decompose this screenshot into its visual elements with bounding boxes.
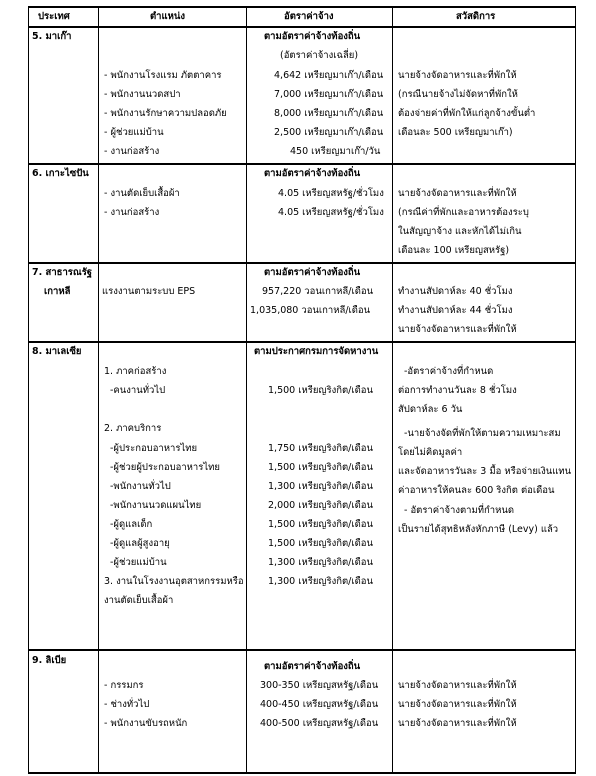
- wage-item: 8,000 เหรียญมาเก๊า/เดือน: [274, 108, 384, 119]
- welfare-line: ทำงานสัปดาห์ละ 44 ชั่วโมง: [398, 305, 513, 316]
- wage-title: ตามอัตราค่าจ้างท้องถิ่น: [264, 661, 361, 672]
- wage-item: 400-450 เหรียญสหรัฐ/เดือน: [260, 699, 379, 710]
- position-item: 1. ภาคก่อสร้าง: [104, 366, 167, 377]
- welfare-line: และจัดอาหารวันละ 3 มื้อ หรือจ่ายเงินแทน: [398, 466, 572, 477]
- welfare-line: (กรณีนายจ้างไม่จัดหาที่พักให้: [398, 89, 518, 100]
- header-position: ตำแหน่ง: [150, 11, 186, 22]
- welfare-line: (กรณีค่าที่พักและอาหารต้องระบุ: [398, 207, 529, 218]
- wage-item: 1,500 เหรียญริงกิต/เดือน: [268, 538, 373, 549]
- welfare-line: ค่าอาหารให้คนละ 600 ริงกิต ต่อเดือน: [398, 485, 555, 496]
- row-divider-9: [28, 649, 576, 651]
- wage-subtitle: (อัตราค่าจ้างเฉลี่ย): [280, 50, 359, 61]
- country-korea-line2: เกาหลี: [44, 286, 71, 297]
- position-item: - พนักงานโรงแรม ภัตตาคาร: [104, 70, 222, 81]
- wage-item: 2,500 เหรียญมาเก๊า/เดือน: [274, 127, 384, 138]
- position-item: - งานก่อสร้าง: [104, 207, 160, 218]
- position-item: - งานก่อสร้าง: [104, 146, 160, 157]
- welfare-line: ต่อการทำงานวันละ 8 ชั่วโมง: [398, 385, 517, 396]
- position-item: 3. งานในโรงงานอุตสาหกรรมหรือ: [104, 576, 244, 587]
- welfare-line: เดือนละ 500 เหรียญมาเก๊า): [398, 127, 513, 138]
- wage-item: 1,500 เหรียญริงกิต/เดือน: [268, 519, 373, 530]
- wage-item: 400-500 เหรียญสหรัฐ/เดือน: [260, 718, 379, 729]
- position-item: -ผู้ช่วยแม่บ้าน: [110, 557, 167, 568]
- position-item: 2. ภาคบริการ: [104, 423, 162, 434]
- header-welfare: สวัสดิการ: [456, 11, 496, 22]
- wage-item: 1,300 เหรียญริงกิต/เดือน: [268, 557, 373, 568]
- welfare-line: ทำงานสัปดาห์ละ 40 ชั่วโมง: [398, 286, 513, 297]
- position-item: -พนักงานนวดแผนไทย: [110, 500, 202, 511]
- wage-item: 450 เหรียญมาเก๊า/วัน: [290, 146, 381, 157]
- wage-item: 7,000 เหรียญมาเก๊า/เดือน: [274, 89, 384, 100]
- position-item: แรงงานตามระบบ EPS: [102, 286, 196, 297]
- position-item: - พนักงานขับรถหนัก: [104, 718, 188, 729]
- welfare-line: นายจ้างจัดอาหารและที่พักให้: [398, 70, 517, 81]
- wage-item: 4.05 เหรียญสหรัฐ/ชั่วโมง: [278, 207, 384, 218]
- welfare-line: นายจ้างจัดอาหารและที่พักให้: [398, 718, 517, 729]
- welfare-line: โดยไม่คิดมูลค่า: [398, 447, 463, 458]
- country-korea: 7. สาธารณรัฐ: [32, 267, 93, 278]
- welfare-line: -อัตราค่าจ้างที่กำหนด: [404, 366, 494, 377]
- country-macau: 5. มาเก๊า: [32, 31, 72, 42]
- wage-item: 1,300 เหรียญริงกิต/เดือน: [268, 576, 373, 587]
- wage-item: 300-350 เหรียญสหรัฐ/เดือน: [260, 680, 379, 691]
- welfare-line: นายจ้างจัดอาหารและที่พักให้: [398, 188, 517, 199]
- header-country: ประเทศ: [38, 11, 70, 22]
- wage-item: 1,300 เหรียญริงกิต/เดือน: [268, 481, 373, 492]
- country-saipan: 6. เกาะไซปัน: [32, 168, 89, 179]
- position-item: - ผู้ช่วยแม่บ้าน: [104, 127, 164, 138]
- wage-item: 4.05 เหรียญสหรัฐ/ชั่วโมง: [278, 188, 384, 199]
- position-item: - พนักงานนวดสปา: [104, 89, 181, 100]
- wage-title: ตามอัตราค่าจ้างท้องถิ่น: [264, 31, 361, 42]
- row-divider-6: [28, 163, 576, 165]
- wage-title: ตามอัตราค่าจ้างท้องถิ่น: [264, 267, 361, 278]
- welfare-line: นายจ้างจัดอาหารและที่พักให้: [398, 699, 517, 710]
- welfare-line: นายจ้างจัดอาหารและที่พักให้: [398, 324, 517, 335]
- welfare-line: สัปดาห์ละ 6 วัน: [398, 404, 463, 415]
- wage-item: 957,220 วอนเกาหลี/เดือน: [262, 286, 374, 297]
- col-border-left: [28, 6, 29, 773]
- wage-title: ตามประกาศกรมการจัดหางาน: [254, 346, 379, 357]
- position-item: งานตัดเย็บเสื้อผ้า: [104, 595, 174, 606]
- wage-item: 1,500 เหรียญริงกิต/เดือน: [268, 462, 373, 473]
- position-item: -พนักงานทั่วไป: [110, 481, 171, 492]
- welfare-line: เป็นรายได้สุทธิหลังหักภาษี (Levy) แล้ว: [398, 524, 559, 535]
- position-item: -ผู้ดูแลผู้สูงอายุ: [110, 538, 170, 549]
- position-item: -ผู้ช่วยผู้ประกอบอาหารไทย: [110, 462, 220, 473]
- position-item: - กรรมกร: [104, 680, 144, 691]
- wage-item: 1,035,080 วอนเกาหลี/เดือน: [250, 305, 371, 316]
- welfare-line: -นายจ้างจัดที่พักให้ตามความเหมาะสม: [404, 428, 561, 439]
- welfare-line: นายจ้างจัดอาหารและที่พักให้: [398, 680, 517, 691]
- row-divider-8: [28, 341, 576, 343]
- wage-item: 4,642 เหรียญมาเก๊า/เดือน: [274, 70, 384, 81]
- position-item: - งานตัดเย็บเสื้อผ้า: [104, 188, 180, 199]
- header-wage: อัตราค่าจ้าง: [284, 11, 334, 22]
- col-divider-2: [246, 6, 247, 773]
- position-item: - ช่างทั่วไป: [104, 699, 150, 710]
- welfare-line: เดือนละ 100 เหรียญสหรัฐ): [398, 245, 510, 256]
- row-divider-7: [28, 262, 576, 264]
- position-item: -ผู้ประกอบอาหารไทย: [110, 443, 198, 454]
- welfare-line: - อัตราค่าจ้างตามที่กำหนด: [404, 505, 515, 516]
- welfare-line: ในสัญญาจ้าง และหักได้ไม่เกิน: [398, 226, 522, 237]
- col-border-right: [575, 6, 576, 773]
- table-border-top: [28, 6, 576, 8]
- welfare-line: ต้องจ่ายค่าที่พักให้แก่ลูกจ้างขั้นต่ำ: [398, 108, 536, 119]
- position-item: -ผู้ดูแลเด็ก: [110, 519, 153, 530]
- col-divider-3: [392, 6, 393, 773]
- wage-item: 1,500 เหรียญริงกิต/เดือน: [268, 385, 373, 396]
- wage-item: 2,000 เหรียญริงกิต/เดือน: [268, 500, 373, 511]
- col-divider-1: [98, 6, 99, 773]
- country-libya: 9. ลิเบีย: [32, 655, 67, 666]
- wage-title: ตามอัตราค่าจ้างท้องถิ่น: [264, 168, 361, 179]
- country-malaysia: 8. มาเลเซีย: [32, 346, 82, 357]
- position-item: - พนักงานรักษาความปลอดภัย: [104, 108, 227, 119]
- table-border-bottom: [28, 772, 576, 774]
- header-divider: [28, 26, 576, 28]
- wage-item: 1,750 เหรียญริงกิต/เดือน: [268, 443, 373, 454]
- position-item: -คนงานทั่วไป: [110, 385, 166, 396]
